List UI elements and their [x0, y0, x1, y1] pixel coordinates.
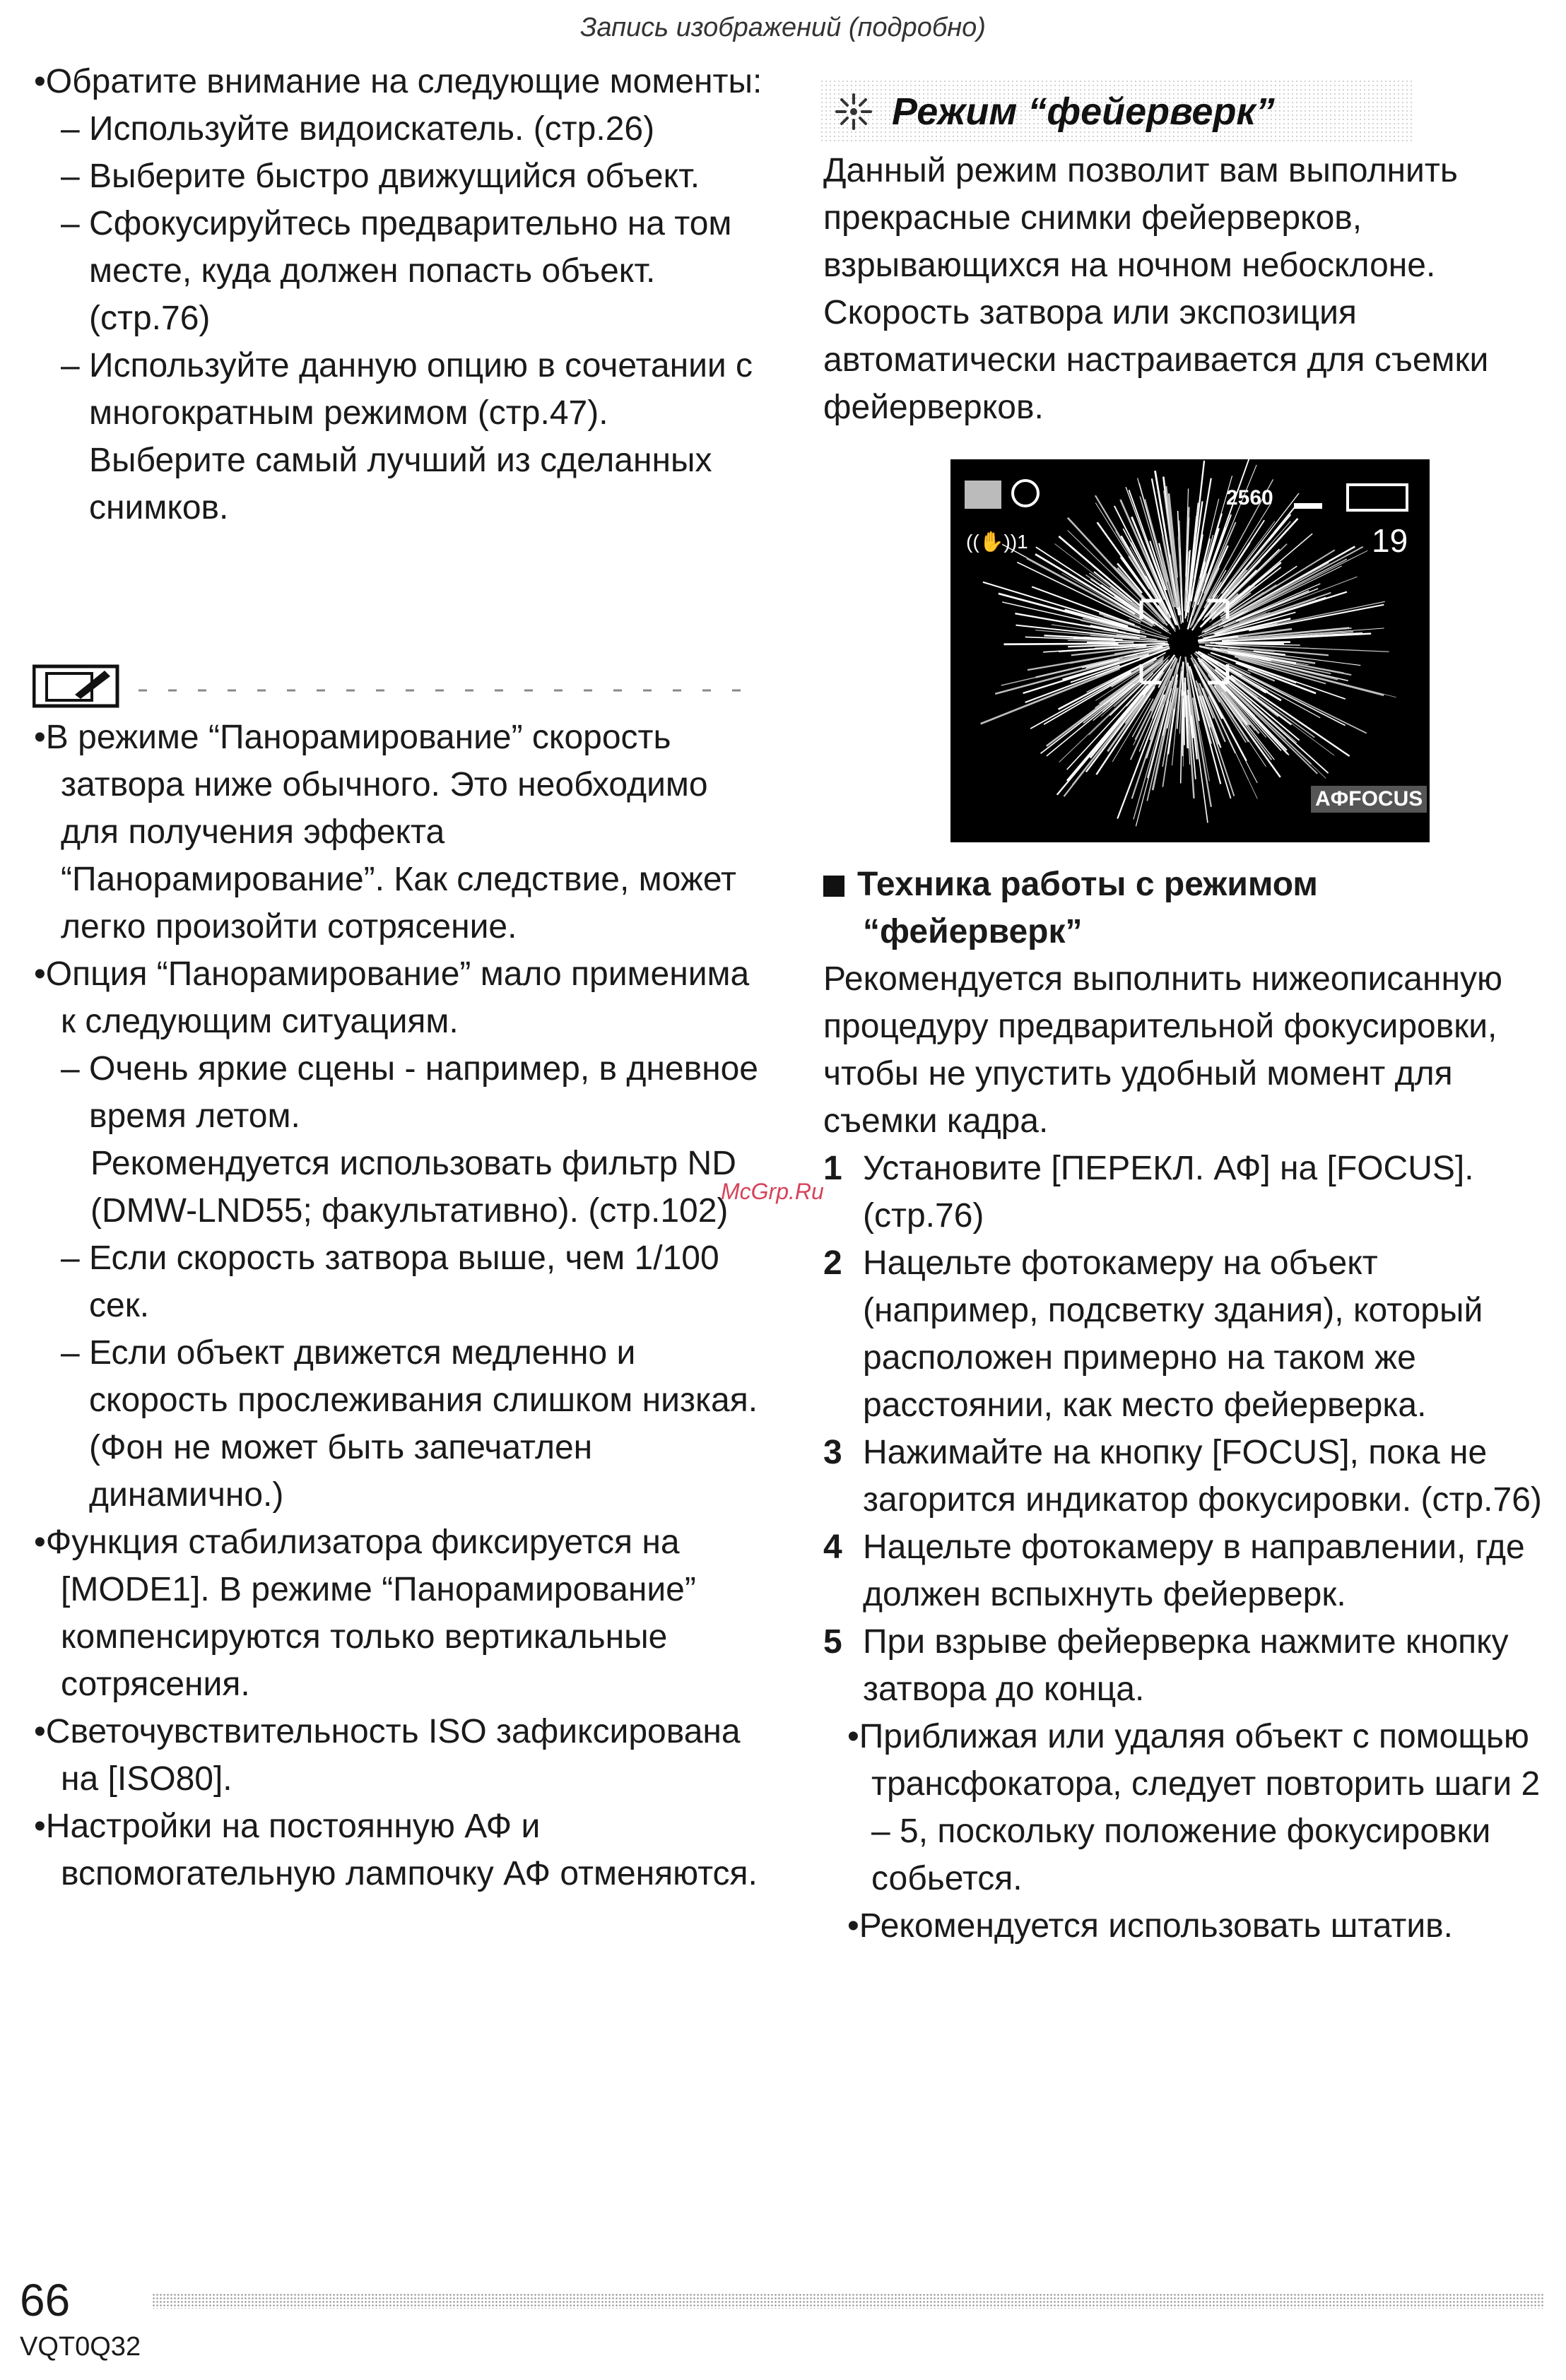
firework-streak	[1087, 642, 1134, 643]
step-text: Нацельте фотокамеру на объект (например, подсветку здания), который расположен примерно на таком же расстоянии, как место фейерверка.	[863, 1244, 1483, 1424]
firework-streak	[1204, 465, 1256, 594]
section-title: Техника работы с режимом	[857, 866, 1318, 903]
step-item	[823, 1239, 1551, 1429]
step-text: Нацельте фотокамеру в направлении, где должен вспыхнуть фейерверк.	[863, 1528, 1525, 1613]
step-number: 2	[823, 1244, 842, 1282]
step-item	[823, 1618, 1551, 1713]
firework-streak	[1035, 554, 1135, 614]
step-text: При взрыве фейерверка нажмите кнопку затвора до конца.	[863, 1623, 1509, 1708]
tip-dash: – Используйте данную опцию в сочетании с многократным режимом (стр.47). Выберите самый лучший из сделанных снимков.	[61, 347, 753, 526]
watermark: McGrp.Ru	[721, 1179, 824, 1204]
tip-dash: – Выберите быстро движущийся объект.	[61, 158, 700, 195]
footer-divider	[152, 2293, 1544, 2309]
note-bullet: •Настройки на постоянную АФ и вспомогательную лампочку АФ отменяются.	[34, 1808, 758, 1892]
section-title-cont: “фейерверк”	[863, 913, 1083, 950]
note-bullet: •В режиме “Панорамирование” скорость затвора ниже обычного. Это необходимо для получения эффекта “Панорамирование”. Как следствие, может легко произойти сотрясение.	[34, 719, 736, 945]
square-bullet-icon	[823, 876, 844, 897]
note-icon	[33, 661, 763, 710]
mode-title: Режим “фейерверк”	[892, 90, 1275, 133]
section-desc: Рекомендуется выполнить нижеописанную процедуру предварительной фокусировки, чтобы не упустить удобный момент для съемки кадра.	[823, 960, 1503, 1140]
step-text: Нажимайте на кнопку [FOCUS], пока не загорится индикатор фокусировки. (стр.76)	[863, 1434, 1542, 1519]
stabilizer-icon: ((✋))1	[966, 531, 1028, 553]
fireworks-photo	[950, 459, 1430, 842]
note-bullet: •Опция “Панорамирование” мало применима к следующим ситуациям.	[34, 955, 750, 1040]
page-header: Запись изображений (подробно)	[580, 13, 986, 42]
firework-streak	[1002, 602, 1140, 633]
quality-icon	[1294, 488, 1322, 509]
step-text: Установите [ПЕРЕКЛ. АФ] на [FOCUS]. (стр.76)	[863, 1150, 1474, 1235]
model-code: VQT0Q32	[20, 2332, 141, 2362]
fireworks-icon	[832, 90, 875, 133]
step-item	[823, 1429, 1551, 1524]
sub-dash-continuation: Рекомендуется использовать фильтр ND (DMW-LND55; факультативно). (стр.102)	[90, 1145, 736, 1230]
left-column	[34, 58, 769, 531]
battery-icon	[1346, 483, 1408, 512]
note-bullet: •Светочувствительность ISO зафиксирована на [ISO80].	[34, 1713, 741, 1798]
intro-bullet: •Обратите внимание на следующие моменты:	[34, 63, 763, 100]
step-number: 5	[823, 1623, 842, 1661]
sub-dash: – Очень яркие сцены - например, в дневное время летом.	[61, 1050, 758, 1135]
stabilizer-mode: 1	[1017, 531, 1028, 553]
firework-streak	[1059, 536, 1141, 607]
firework-streak	[1211, 642, 1290, 643]
camera-screen	[950, 459, 1430, 842]
section-body	[823, 955, 1551, 1950]
resolution-label: 2560	[1226, 486, 1273, 509]
flash-off-icon	[1011, 479, 1040, 507]
tip-bullet: •Приближая или удаляя объект с помощью трансфокатора, следует повторить шаги 2 – 5, поскольку положение фокусировки собьется.	[847, 1718, 1541, 1897]
left-notes	[34, 714, 769, 1897]
mode-desc-text: Данный режим позволит вам выполнить прекрасные снимки фейерверков, взрывающихся на ночном небосклоне. Скорость затвора или экспозиция автоматически настраивается для съемки фейерверков.	[823, 152, 1489, 426]
step-number: 1	[823, 1150, 842, 1187]
mode-description	[823, 147, 1544, 431]
step-item	[823, 1145, 1551, 1239]
sub-dash: – Если скорость затвора выше, чем 1/100 сек.	[61, 1239, 719, 1324]
step-number: 4	[823, 1528, 842, 1566]
note-bullet: •Функция стабилизатора фиксируется на [MODE1]. В режиме “Панорамирование” компенсируются только вертикальные сотрясения.	[34, 1524, 696, 1703]
page-number: 66	[20, 2275, 71, 2326]
af-focus-indicator: AФFOCUS	[1311, 786, 1427, 813]
section-heading	[823, 861, 1544, 955]
step-item	[823, 1524, 1551, 1618]
scene-icon	[965, 481, 1001, 509]
note-divider	[33, 661, 763, 710]
shots-remaining: 19	[1372, 522, 1408, 559]
step-number: 3	[823, 1434, 842, 1471]
sub-dash: – Если объект движется медленно и скорость прослеживания слишком низкая. (Фон не может быть запечатлен динамично.)	[61, 1334, 758, 1514]
tip-bullet: •Рекомендуется использовать штатив.	[847, 1907, 1453, 1945]
tip-dash: – Сфокусируйтесь предварительно на том месте, куда должен попасть объект. (стр.76)	[61, 205, 732, 337]
tip-dash: – Используйте видоискатель. (стр.26)	[61, 110, 655, 148]
mode-banner	[820, 79, 1413, 144]
